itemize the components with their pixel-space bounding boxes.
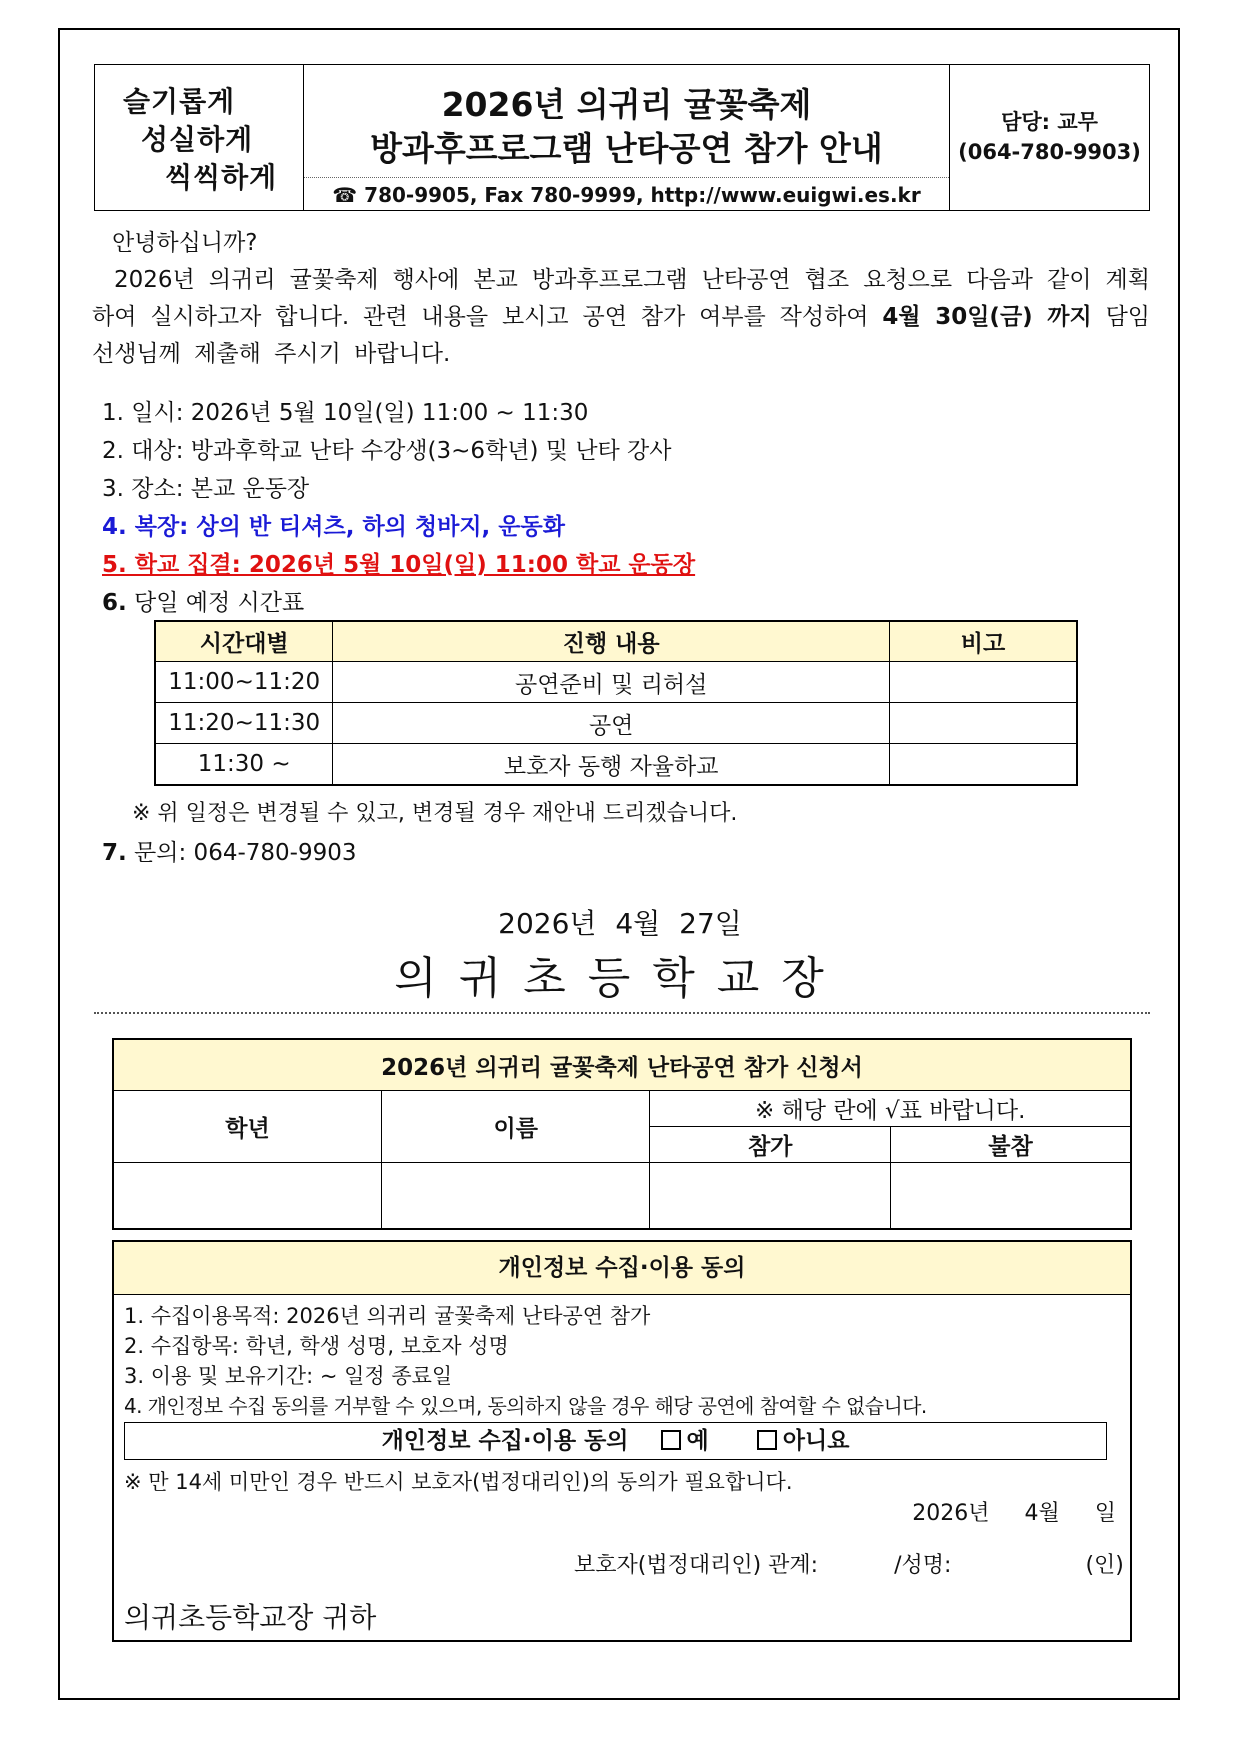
schedule-note: ※ 위 일정은 변경될 수 있고, 변경될 경우 재안내 드리겠습니다. <box>132 801 738 826</box>
principal-signature: 의귀초등학교장 <box>394 953 846 1004</box>
item-place: 3. 장소: 본교 운동장 <box>102 476 310 502</box>
check-note: ※ 해당 란에 √표 바랍니다. <box>650 1091 1131 1127</box>
privacy-consent-box <box>112 1240 1132 1642</box>
schedule-header: 진행 내용 <box>333 621 890 662</box>
motto-line-2: 성실하게 <box>141 123 254 156</box>
schedule-cell <box>889 703 1077 744</box>
schedule-header-row <box>155 621 1077 662</box>
deadline: 4월 30일(금) 까지 <box>882 304 1092 330</box>
title-divider <box>304 177 949 178</box>
issue-date: 2026년 4월 27일 <box>498 907 742 940</box>
grade-input-cell[interactable] <box>113 1163 381 1229</box>
item-schedule-title <box>102 584 304 617</box>
intro-text: 2026년 의귀리 귤꽃축제 행사에 본교 방과후프로그램 난타공연 협조 요청으로 다음과 같이 계획하여 실시하고자 합니다. 관련 내용을 보시고 공연 참가 여부를 작성하여 <box>92 267 1150 330</box>
age-warning: ※ 만 14세 미만인 경우 반드시 보호자(법정대리인)의 동의가 필요합니다. <box>124 1470 793 1494</box>
charge-label: 담당: 교무 <box>1001 110 1098 134</box>
item7-text: 문의: 064-780-9903 <box>126 840 357 866</box>
schedule-cell: 공연 <box>333 703 890 744</box>
agree-label: 개인정보 수집·이용 동의 <box>381 1428 629 1454</box>
item7-number: 7. <box>102 840 127 866</box>
guardian-line <box>574 1548 1124 1579</box>
intro-text-end: 담임 선생님께 제출해 주시기 바랍니다. <box>92 304 1151 367</box>
charge-phone: (064-780-9903) <box>958 140 1141 164</box>
school-motto <box>95 65 304 210</box>
item6-text: 당일 예정 시간표 <box>126 590 305 616</box>
seal-mark: (인) <box>1085 1553 1124 1578</box>
consent-item: 3. 이용 및 보유기간: ~ 일정 종료일 <box>124 1364 453 1388</box>
schedule-cell: 11:00~11:20 <box>155 662 333 703</box>
item-target: 2. 대상: 방과후학교 난타 수강생(3~6학년) 및 난타 강사 <box>102 438 672 464</box>
grade-header: 학년 <box>113 1091 381 1163</box>
item-contact <box>102 834 357 867</box>
schedule-row <box>155 703 1077 744</box>
schedule-cell: 11:20~11:30 <box>155 703 333 744</box>
item6-number: 6. <box>102 590 127 616</box>
item-datetime: 1. 일시: 2026년 5월 10일(일) 11:00 ~ 11:30 <box>102 400 589 426</box>
consent-agree-row <box>124 1422 1107 1460</box>
person-in-charge <box>950 65 1149 210</box>
attend-check-cell[interactable] <box>650 1163 891 1229</box>
motto-line-1: 슬기롭게 <box>123 85 236 118</box>
consent-title: 개인정보 수집·이용 동의 <box>114 1242 1130 1295</box>
absent-header: 불참 <box>890 1127 1131 1163</box>
consent-item: 1. 수집이용목적: 2026년 의귀리 귤꽃축제 난타공연 참가 <box>124 1304 651 1328</box>
schedule-row <box>155 662 1077 703</box>
guardian-name-label: /성명: <box>894 1553 952 1578</box>
title-line-2: 방과후프로그램 난타공연 참가 안내 <box>370 129 883 168</box>
item-dresscode: 4. 복장: 상의 반 티셔츠, 하의 청바지, 운동화 <box>102 514 565 540</box>
guardian-relation-label: 보호자(법정대리인) 관계: <box>574 1553 819 1578</box>
intro-paragraph <box>92 262 1150 373</box>
application-title: 2026년 의귀리 귤꽃축제 난타공연 참가 신청서 <box>113 1039 1131 1091</box>
cut-line <box>94 1012 1150 1014</box>
schedule-cell: 보호자 동행 자율하교 <box>333 744 890 786</box>
motto-line-3: 씩씩하게 <box>165 161 278 194</box>
item-gathering: 5. 학교 집결: 2026년 5월 10일(일) 11:00 학교 운동장 <box>102 552 696 578</box>
consent-item: 2. 수집항목: 학년, 학생 성명, 보호자 성명 <box>124 1334 509 1358</box>
name-header: 이름 <box>381 1091 649 1163</box>
contact-info: ☎ 780-9905, Fax 780-9999, http://www.euigwi.es.kr <box>332 183 921 207</box>
no-checkbox[interactable] <box>757 1430 777 1450</box>
consent-date: 2026년 4월 일 <box>912 1501 1116 1526</box>
consent-item: 4. 개인정보 수집 동의를 거부할 수 있으며, 동의하지 않을 경우 해당 공연에 참여할 수 없습니다. <box>124 1394 927 1418</box>
greeting: 안녕하십니까? <box>112 230 258 256</box>
title-line-1: 2026년 의귀리 귤꽃축제 <box>441 85 812 124</box>
no-label: 아니요 <box>782 1428 850 1454</box>
name-input-cell[interactable] <box>381 1163 649 1229</box>
addressee: 의귀초등학교장 귀하 <box>124 1601 377 1634</box>
schedule-row <box>155 744 1077 786</box>
absent-check-cell[interactable] <box>890 1163 1131 1229</box>
yes-label: 예 <box>686 1428 709 1454</box>
schedule-cell: 11:30 ~ <box>155 744 333 786</box>
schedule-table <box>154 620 1078 786</box>
schedule-cell <box>889 744 1077 786</box>
schedule-cell <box>889 662 1077 703</box>
yes-checkbox[interactable] <box>661 1430 681 1450</box>
schedule-cell: 공연준비 및 리허설 <box>333 662 890 703</box>
schedule-header: 시간대별 <box>155 621 333 662</box>
application-table <box>112 1038 1132 1230</box>
attend-header: 참가 <box>650 1127 891 1163</box>
title-box <box>304 65 950 210</box>
document-header <box>94 64 1150 211</box>
schedule-header: 비고 <box>889 621 1077 662</box>
